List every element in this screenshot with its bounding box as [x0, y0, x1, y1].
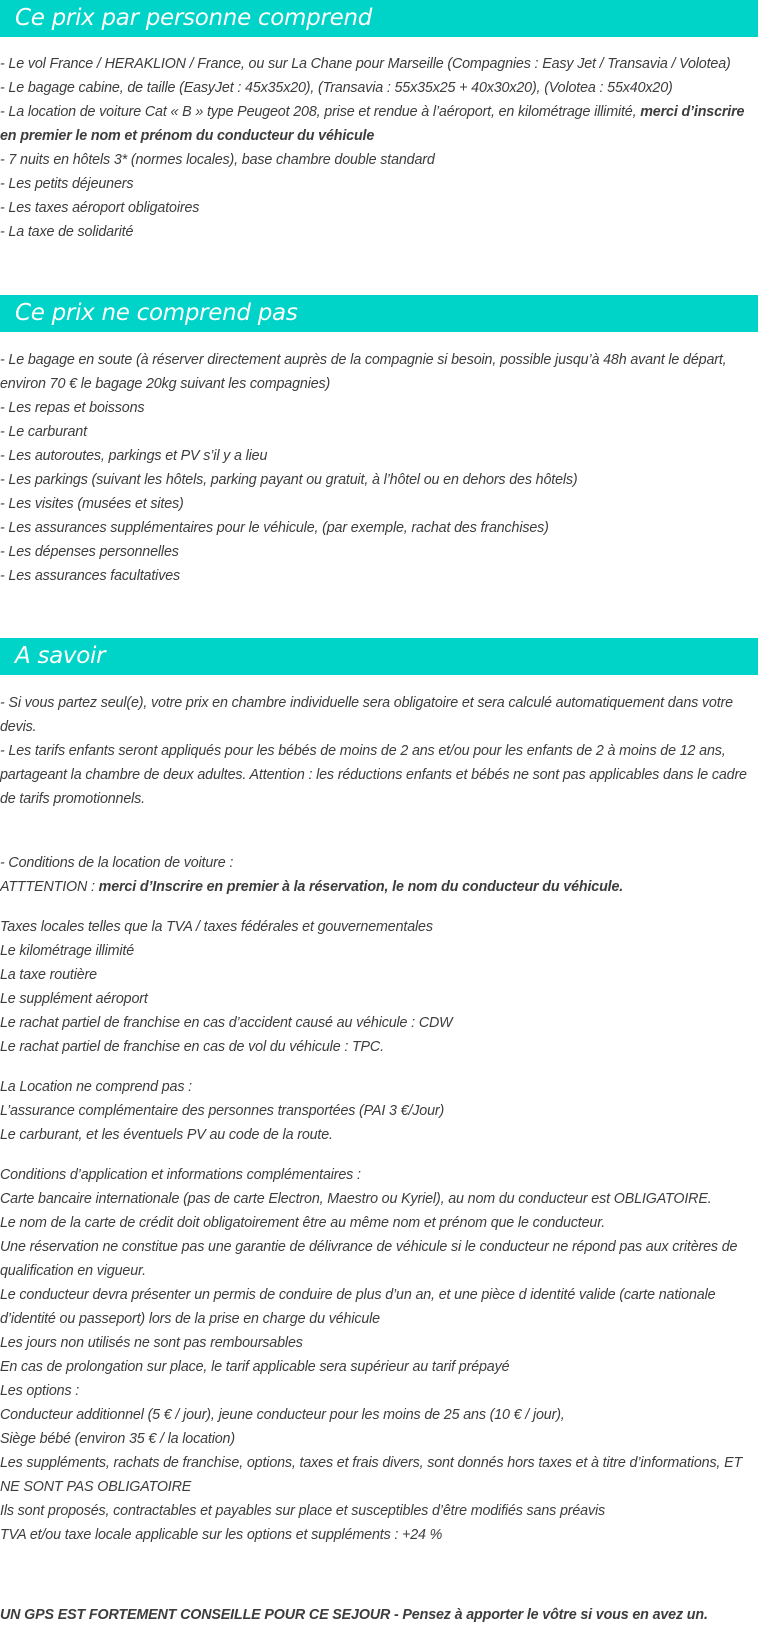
list-item: Le supplément aéroport	[0, 991, 148, 1007]
list-item: Le conducteur devra présenter un permis de conduire de plus d’un an, et une pièce d identité valide (carte nationale d’identité ou passeport) lors de la prise en charge du véhicule	[0, 1287, 716, 1327]
info-paragraph: - Si vous partez seul(e), votre prix en chambre individuelle sera obligatoire et sera calculé automatiquement dans votre devis.	[0, 695, 733, 735]
attention-note: merci d’Inscrire en premier à la réservation, le nom du conducteur du véhicule.	[98, 879, 624, 895]
list-item: Carte bancaire internationale (pas de carte Electron, Maestro ou Kyriel), au nom du conducteur est OBLIGATOIRE.	[0, 1191, 712, 1207]
attention-prefix: ATTTENTION :	[0, 879, 99, 895]
rental-included-list	[0, 915, 758, 1059]
list-item: Le rachat partiel de franchise en cas d’accident causé au véhicule : CDW	[0, 1015, 453, 1031]
list-item: - Le bagage cabine, de taille (EasyJet : 45x35x20), (Transavia : 55x35x25 + 40x30x20), (Volotea : 55x40x20)	[0, 80, 673, 96]
list-item: Conducteur additionnel (5 € / jour), jeune conducteur pour les moins de 25 ans (10 € / jour),	[0, 1407, 565, 1423]
included-list	[0, 52, 758, 244]
rental-conditions	[0, 851, 758, 899]
list-item: - Les taxes aéroport obligatoires	[0, 200, 200, 216]
list-item: Les options :	[0, 1383, 80, 1399]
gps-note-text	[0, 1603, 758, 1627]
list-item: Une réservation ne constitue pas une garantie de délivrance de véhicule si le conducteur ne répond pas aux critères de qualification en vigueur.	[0, 1239, 738, 1279]
list-item-text: - La location de voiture Cat « B » type Peugeot 208, prise et rendue à l’aéroport, en kilométrage illimité,	[0, 104, 641, 120]
list-item: La taxe routière	[0, 967, 97, 983]
list-item: - Les assurances supplémentaires pour le véhicule, (par exemple, rachat des franchises)	[0, 520, 549, 536]
list-item: - Les visites (musées et sites)	[0, 496, 184, 512]
list-item: La Location ne comprend pas :	[0, 1079, 192, 1095]
list-item: Le rachat partiel de franchise en cas de vol du véhicule : TPC.	[0, 1039, 384, 1055]
list-item: Taxes locales telles que la TVA / taxes fédérales et gouvernementales	[0, 919, 433, 935]
list-item: Le kilométrage illimité	[0, 943, 135, 959]
list-item: Les suppléments, rachats de franchise, options, taxes et frais divers, sont donnés hors taxes et à titre d’informations, ET NE SONT PAS OBLIGATOIRE	[0, 1455, 743, 1495]
list-item: Siège bébé (environ 35 € / la location)	[0, 1431, 235, 1447]
gps-note-bold: UN GPS EST FORTEMENT CONSEILLE POUR CE SEJOUR - Pensez à apporter le vôtre si vous en avez un.	[0, 1607, 708, 1623]
not-included-list	[0, 348, 758, 588]
info-paragraph: - Les tarifs enfants seront appliqués pour les bébés de moins de 2 ans et/ou pour les enfants de 2 à moins de 12 ans, partageant la chambre de deux adultes. Attention : les réductions enfants et bébés ne sont pas applicables dans le cadre de tarifs promotionnels.	[0, 743, 747, 807]
list-item: - Les petits déjeuners	[0, 176, 134, 192]
list-item: - Les dépenses personnelles	[0, 544, 179, 560]
list-item: - Le vol France / HERAKLION / France, ou sur La Chane pour Marseille (Compagnies : Easy Jet / Transavia / Volotea)	[0, 56, 731, 72]
section-banner-not-included: Ce prix ne comprend pas	[0, 295, 758, 332]
list-item: En cas de prolongation sur place, le tarif applicable sera supérieur au tarif prépayé	[0, 1359, 510, 1375]
list-item	[0, 100, 758, 148]
list-item: - Le bagage en soute (à réserver directement auprès de la compagnie si besoin, possible jusqu’à 48h avant le départ, environ 70 € le bagage 20kg suivant les compagnies)	[0, 352, 727, 392]
rental-excluded-list	[0, 1075, 758, 1147]
list-item: - Les repas et boissons	[0, 400, 145, 416]
list-item: - La taxe de solidarité	[0, 224, 134, 240]
attention-line	[0, 875, 758, 899]
list-item: Les jours non utilisés ne sont pas remboursables	[0, 1335, 303, 1351]
list-item: Le nom de la carte de crédit doit obligatoirement être au même nom et prénom que le conducteur.	[0, 1215, 606, 1231]
list-item: TVA et/ou taxe locale applicable sur les options et suppléments : +24 %	[0, 1527, 443, 1543]
section-banner-info: A savoir	[0, 638, 758, 675]
list-item: - 7 nuits en hôtels 3* (normes locales), base chambre double standard	[0, 152, 435, 168]
list-item: Le carburant, et les éventuels PV au code de la route.	[0, 1127, 333, 1143]
list-item: - Le carburant	[0, 424, 87, 440]
rental-conditions-list	[0, 1163, 758, 1547]
list-item: - Les autoroutes, parkings et PV s’il y a lieu	[0, 448, 268, 464]
list-item-bold-note: merci d’inscrire en premier le nom et prénom du conducteur du véhicule	[0, 104, 745, 144]
rental-heading: - Conditions de la location de voiture :	[0, 855, 234, 871]
list-item: - Les assurances facultatives	[0, 568, 181, 584]
list-item: Conditions d’application et informations complémentaires :	[0, 1167, 361, 1183]
list-item: - Les parkings (suivant les hôtels, parking payant ou gratuit, à l’hôtel ou en dehors des hôtels)	[0, 472, 578, 488]
section-banner-included: Ce prix par personne comprend	[0, 0, 758, 37]
list-item: Ils sont proposés, contractables et payables sur place et susceptibles d’être modifiés sans préavis	[0, 1503, 606, 1519]
list-item: L’assurance complémentaire des personnes transportées (PAI 3 €/Jour)	[0, 1103, 445, 1119]
gps-note	[0, 1603, 758, 1627]
info-intro	[0, 691, 758, 811]
